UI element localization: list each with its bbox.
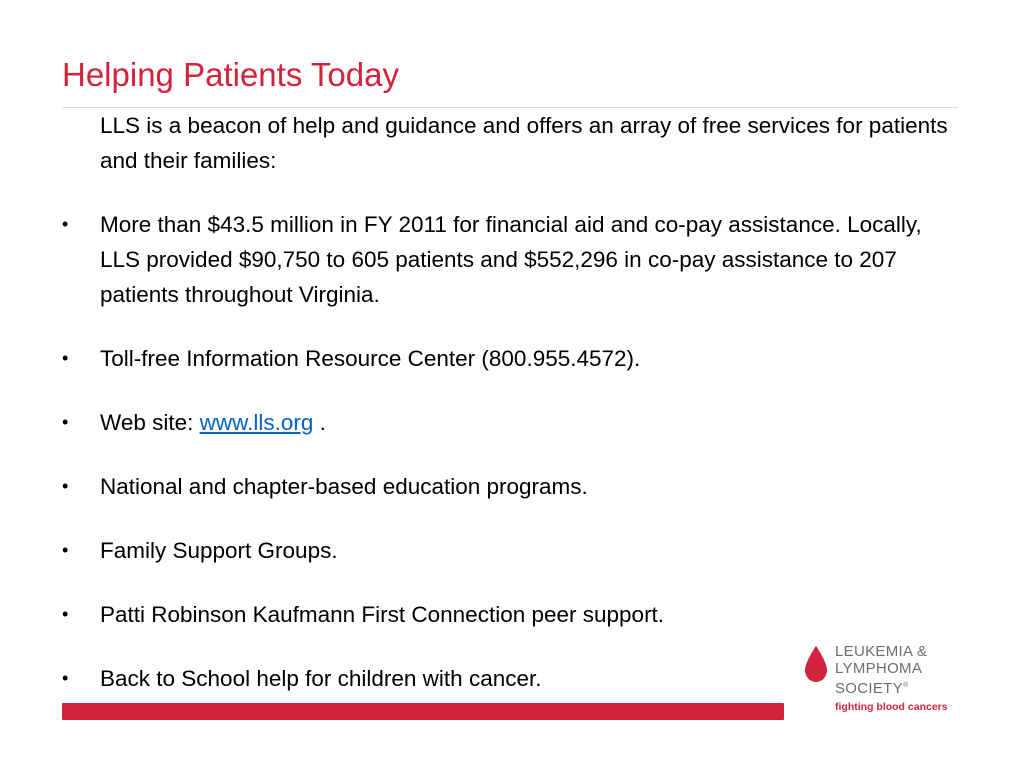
intro-text: LLS is a beacon of help and guidance and offers an array of free services for patients and their families:: [100, 113, 948, 173]
bullet-icon: •: [62, 540, 69, 560]
bullet-text: Patti Robinson Kaufmann First Connection peer support.: [100, 602, 665, 627]
blood-drop-icon: [805, 646, 827, 682]
bullet-icon: •: [62, 214, 69, 234]
list-item: [62, 597, 962, 632]
logo-society: SOCIETY: [835, 680, 903, 697]
bullet-text: More than $43.5 million in FY 2011 for financial aid and co-pay assistance. Locally, LLS provided $90,750 to 605 patients and $552,296 in co-pay assistance to 207 patients throughout Virginia.: [100, 212, 922, 307]
logo-line-1: LEUKEMIA &: [835, 643, 928, 660]
list-item: [62, 207, 962, 312]
bullet-text: Toll-free Information Resource Center (800.955.4572).: [100, 346, 641, 371]
logo-tagline: fighting blood cancers: [835, 701, 948, 713]
website-prefix: Web site:: [100, 410, 200, 435]
bullet-icon: •: [62, 604, 69, 624]
footer-accent-bar: [62, 703, 784, 720]
registered-mark: ®: [902, 682, 909, 689]
logo-wordmark: [835, 643, 927, 697]
list-item: [62, 533, 962, 568]
lls-logo: [800, 643, 990, 723]
slide-title: Helping Patients Today: [62, 56, 399, 93]
bullet-text: National and chapter-based education programs.: [100, 474, 588, 499]
logo-line-3: [835, 677, 927, 697]
list-item: [62, 341, 962, 376]
website-link[interactable]: www.lls.org: [199, 410, 314, 435]
list-item: [62, 405, 962, 440]
bullet-icon: •: [62, 476, 69, 496]
bullet-icon: •: [62, 348, 69, 368]
bullet-text: Family Support Groups.: [100, 538, 338, 563]
bullet-icon: •: [62, 412, 69, 432]
website-suffix: .: [313, 410, 326, 435]
logo-line-2: LYMPHOMA: [835, 660, 923, 677]
list-item: [62, 469, 962, 504]
bullet-text: Back to School help for children with cancer.: [100, 666, 542, 691]
bullet-list: [62, 207, 962, 696]
bullet-icon: •: [62, 668, 69, 688]
slide-body: [62, 108, 962, 696]
